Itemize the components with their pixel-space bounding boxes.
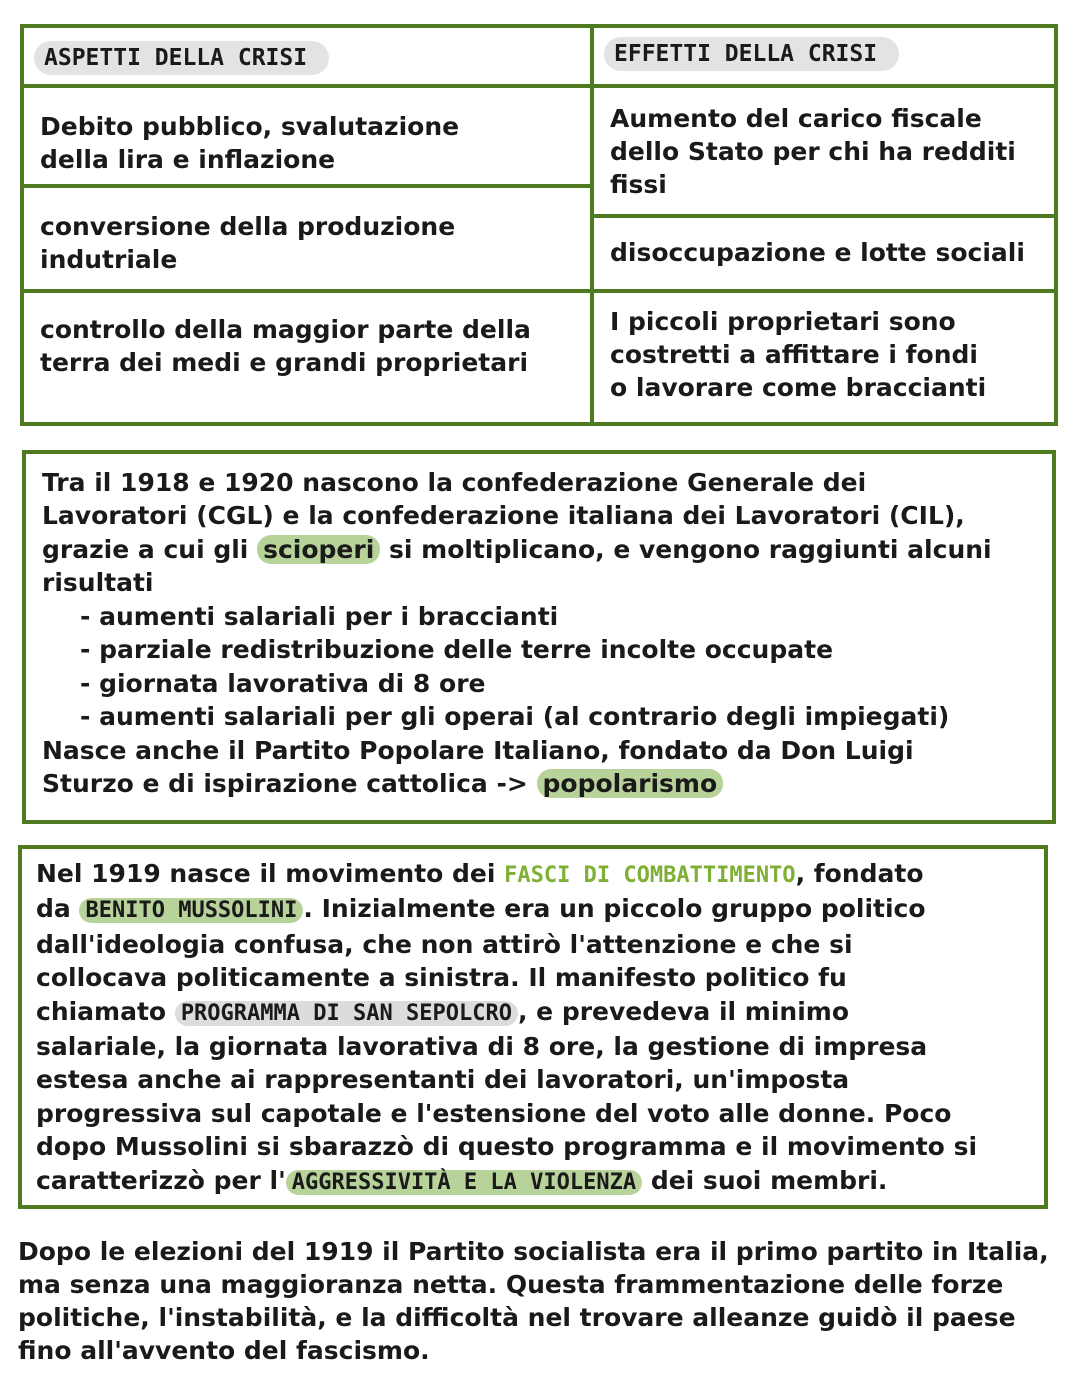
fasci-text: dei suoi membri. — [642, 1165, 888, 1195]
effect-row-2 — [594, 218, 1054, 293]
aspect-text-3: controllo della maggior parte della terra dei medi e grandi proprietari — [40, 315, 531, 377]
effect-row-3 — [594, 293, 1054, 422]
fasci-di-combattimento: FASCI DI COMBATTIMENTO — [504, 863, 796, 888]
effect-text-1: Aumento del carico fiscale dello Stato per chi ha redditi fissi — [610, 104, 1016, 199]
unions-intro-text-2: si moltiplicano, e vengono raggiunti alcuni risultati — [42, 534, 992, 598]
san-sepolcro-highlight: PROGRAMMA DI SAN SEPOLCRO — [175, 1001, 518, 1026]
list-item: - aumenti salariali per i braccianti — [80, 600, 949, 633]
fasci-text: , fondato da — [36, 859, 924, 924]
popolarismo-highlight: popolarismo — [537, 769, 724, 798]
fasci-text: . Inizialmente era un piccolo gruppo politico dall'ideologia confusa, che non attirò l'attenzione e che si collocava politicamente a sinistra. Il manifesto politico fu chiamato — [36, 894, 926, 1026]
mussolini-highlight: BENITO MUSSOLINI — [79, 898, 303, 923]
effects-header: EFFETTI DELLA CRISI — [604, 37, 899, 71]
unions-outro-text: Nasce anche il Partito Popolare Italiano, fondato da Don Luigi Sturzo e di ispirazione cattolica -> — [42, 736, 914, 799]
unions-intro-text: Tra il 1918 e 1920 nascono la confederazione Generale dei Lavoratori (CGL) e la confederazione italiana dei Lavoratori (CIL), grazie a cui gli — [42, 468, 965, 564]
list-item: - aumenti salariali per gli operai (al contrario degli impiegati) — [80, 700, 949, 733]
aspect-row-2 — [24, 188, 590, 293]
final-paragraph: Dopo le elezioni del 1919 il Partito socialista era il primo partito in Italia, ma senza una maggioranza netta. Questa frammentazione delle forze politiche, l'instabilità, e la difficoltà nel trovare alleanze guidò il paese fino all'avvento del fascismo. — [18, 1237, 1049, 1365]
fasci-text: Nel 1919 nasce il movimento dei — [36, 859, 505, 888]
list-item: - parziale redistribuzione delle terre incolte occupate — [80, 633, 949, 666]
aspect-row-3 — [24, 293, 590, 422]
aspects-header-cell — [24, 28, 590, 88]
aspect-text-2: conversione della produzione indutriale — [40, 212, 456, 274]
unions-intro — [42, 466, 1042, 600]
strikes-highlight: scioperi — [257, 535, 380, 564]
aspect-row-1 — [24, 88, 590, 188]
aspect-text-1: Debito pubblico, svalutazione della lira e inflazione — [40, 112, 460, 174]
fasci-box — [18, 845, 1048, 1209]
effects-column — [594, 28, 1054, 422]
effects-header-cell — [594, 28, 1054, 88]
aspects-column — [24, 28, 594, 422]
effect-row-1 — [594, 88, 1054, 218]
aspects-header: ASPETTI DELLA CRISI — [34, 41, 329, 75]
list-item: - giornata lavorativa di 8 ore — [80, 667, 949, 700]
violence-highlight: AGGRESSIVITÀ E LA VIOLENZA — [286, 1170, 642, 1195]
unions-outro — [42, 734, 1042, 801]
effect-text-2: disoccupazione e lotte sociali — [610, 238, 1025, 267]
effect-text-3: I piccoli proprietari sono costretti a affittare i fondi o lavorare come braccianti — [610, 307, 987, 402]
results-list — [80, 600, 949, 734]
fasci-paragraph — [36, 857, 1041, 1199]
unions-box — [22, 450, 1056, 824]
crisis-table — [20, 24, 1058, 426]
fasci-text: , e prevedeva il minimo salariale, la giornata lavorativa di 8 ore, la gestione di impresa estesa anche ai rappresentanti dei lavoratori, un'imposta progressiva sul capotale e l'estensione del voto alle donne. Poco dopo Mussolini si sbarazzò di questo programma e il movimento si caratterizzò per l' — [36, 996, 978, 1195]
